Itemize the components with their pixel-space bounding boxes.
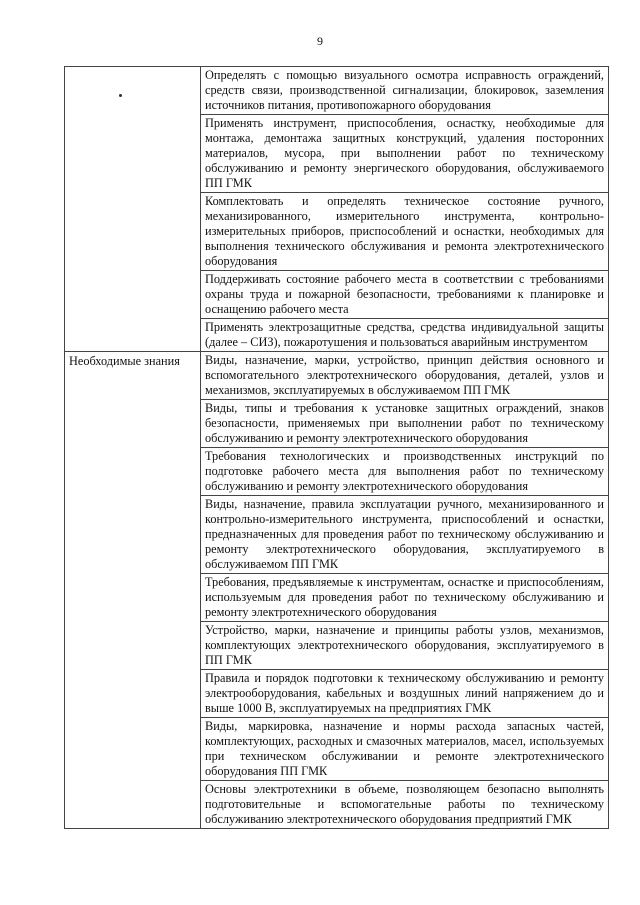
skill-item: Поддерживать состояние рабочего места в соответствии с требованиями охраны труда и пожарной безопасности, требованиями к планировке и оснащению рабочего места (201, 271, 609, 319)
knowledge-item: Устройство, марки, назначение и принципы работы узлов, механизмов, комплектующих электротехнического оборудования, эксплуатируемого в ПП ГМК (201, 622, 609, 670)
table-row (65, 352, 609, 400)
skills-label-cell (65, 67, 201, 352)
skill-item: Применять электрозащитные средства, средства индивидуальной защиты (далее – СИЗ), пожаротушения и пользоваться аварийным инструментом (201, 319, 609, 352)
knowledge-item: Правила и порядок подготовки к техническому обслуживанию и ремонту электрооборудования, кабельных и воздушных линий напряжением до и выше 1000 В, эксплуатируемых на предприятиях ГМК (201, 670, 609, 718)
skill-item: Применять инструмент, приспособления, оснастку, необходимые для монтажа, демонтажа защитных конструкций, удаления посторонних материалов, мусора, при выполнении работ по техническому обслуживанию и ремонту энергического оборудования, обслуживаемого ПП ГМК (201, 115, 609, 193)
knowledge-item: Виды, типы и требования к установке защитных ограждений, знаков безопасности, применяемых при выполнении работ по техническому обслуживанию и ремонту электротехнического оборудования (201, 400, 609, 448)
competency-table (64, 66, 609, 829)
table-row (65, 67, 609, 115)
knowledge-item: Требования технологических и производственных инструкций по подготовке рабочего места для выполнения работ по техническому обслуживанию и ремонту электротехнического оборудования (201, 448, 609, 496)
knowledge-label: Необходимые знания (65, 352, 201, 829)
knowledge-item: Требования, предъявляемые к инструментам, оснастке и приспособлениям, используемым для проведения работ по техническому обслуживанию и ремонту электротехнического оборудования (201, 574, 609, 622)
skill-item: Определять с помощью визуального осмотра исправность ограждений, средств связи, производственной сигнализации, блокировок, заземления источников питания, противопожарного оборудования (201, 67, 609, 115)
skill-item: Комплектовать и определять техническое состояние ручного, механизированного, измерительного инструмента, контрольно-измерительных приборов, приспособлений и оснастки, необходимых для выполнения технического обслуживания и ремонта электротехнического оборудования (201, 193, 609, 271)
page-number: 9 (317, 34, 323, 48)
knowledge-item: Виды, маркировка, назначение и нормы расхода запасных частей, комплектующих, расходных и смазочных материалов, масел, используемых при техническом обслуживании и ремонте электротехнического оборудования ПП ГМК (201, 718, 609, 781)
knowledge-item: Виды, назначение, марки, устройство, принцип действия основного и вспомогательного электротехнического оборудования, деталей, узлов и механизмов, эксплуатируемых в обслуживаемом ПП ГМК (201, 352, 609, 400)
knowledge-item: Основы электротехники в объеме, позволяющем безопасно выполнять подготовительные и вспомогательные работы по техническому обслуживанию электротехнического оборудования предприятий ГМК (201, 781, 609, 829)
stray-dot (119, 94, 122, 97)
knowledge-item: Виды, назначение, правила эксплуатации ручного, механизированного и контрольно-измерительного инструмента, приспособлений и оснастки, предназначенных для проведения работ по техническому обслуживанию и ремонту электротехнического оборудования, эксплуатируемого в обслуживаемом ПП ГМК (201, 496, 609, 574)
